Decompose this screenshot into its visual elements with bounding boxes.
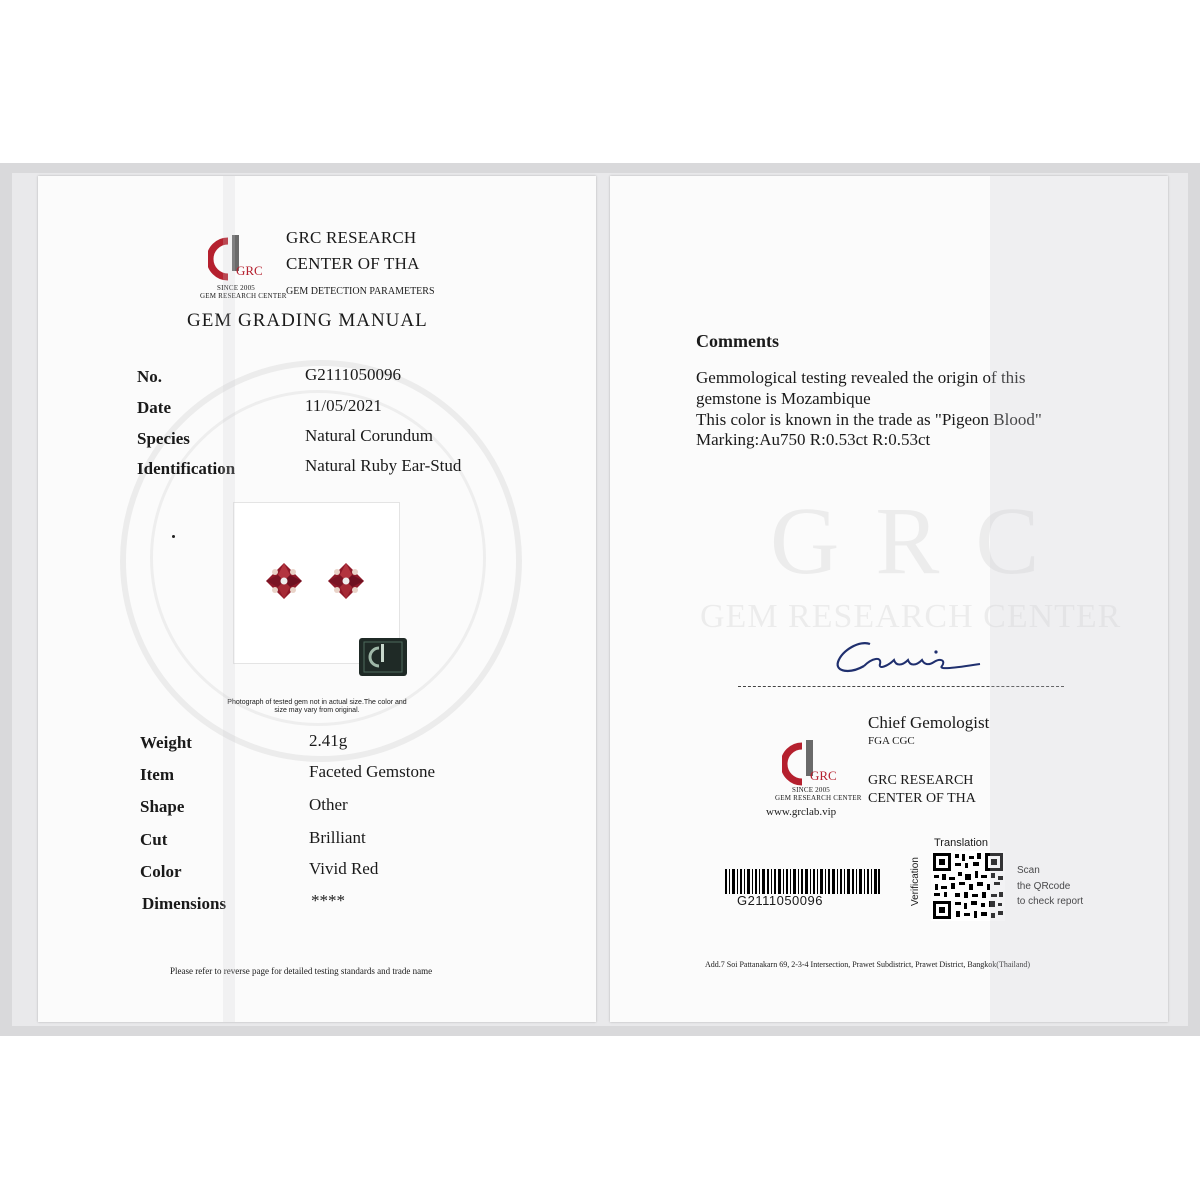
qr-verification-label: Verification <box>910 857 921 906</box>
label-date: Date <box>137 398 171 417</box>
label-shape: Shape <box>140 797 185 816</box>
qr-scan-line1: Scan <box>1017 865 1040 876</box>
sleeve-overlay-right <box>990 176 1168 1022</box>
watermark-grc: G R C <box>770 487 1046 594</box>
value-cut: Brilliant <box>309 828 366 847</box>
label-species: Species <box>137 429 190 448</box>
logo-since-small: SINCE 2005 <box>792 786 830 794</box>
photo-caption-line2: size may vary from original. <box>274 707 360 714</box>
comment-line-3: This color is known in the trade as "Pigeon Blood" <box>696 410 1042 429</box>
label-identification: Identification <box>137 459 236 478</box>
value-color: Vivid Red <box>309 859 379 878</box>
svg-text:GRC: GRC <box>236 263 263 278</box>
watermark-gem-research-center: GEM RESEARCH CENTER <box>700 598 1122 635</box>
qr-scan-line2: the QRcode <box>1017 881 1071 892</box>
label-item: Item <box>140 765 174 784</box>
sleeve-edge-left <box>223 176 235 1022</box>
photo-caption-line1: Photograph of tested gem not in actual size.The color and <box>227 699 407 706</box>
barcode-image <box>725 869 880 894</box>
label-dimensions: Dimensions <box>142 894 227 913</box>
signer-credentials: FGA CGC <box>868 735 915 747</box>
value-shape: Other <box>309 795 348 814</box>
logo-since: SINCE 2005 <box>217 284 255 292</box>
barcode-number: G2111050096 <box>737 893 823 908</box>
lab-address: Add.7 Soi Pattanakarn 69, 2-3-4 Intersection, Prawet Subdistrict, Prawet District, Bangkok(Thailand) <box>705 960 1031 969</box>
signature-image <box>830 630 990 680</box>
grc-logo-icon-small <box>782 738 838 788</box>
value-species: Natural Corundum <box>305 426 433 445</box>
detection-parameters: GEM DETECTION PARAMETERS <box>286 286 435 297</box>
signer-title: Chief Gemologist <box>868 713 990 732</box>
dot-mark <box>172 535 175 538</box>
value-identification: Natural Ruby Ear-Stud <box>305 456 462 475</box>
value-date: 11/05/2021 <box>305 396 382 415</box>
logo-center-name-small: GEM RESEARCH CENTER <box>775 794 862 802</box>
comment-line-2: gemstone is Mozambique <box>696 389 871 408</box>
gem-photo <box>233 502 400 664</box>
lab-name-line1: GRC RESEARCH <box>286 228 417 247</box>
label-cut: Cut <box>140 830 168 849</box>
page-title: GEM GRADING MANUAL <box>187 310 428 331</box>
value-dimensions: **** <box>311 891 345 910</box>
label-no: No. <box>137 367 163 386</box>
qr-scan-line3: to check report <box>1017 896 1084 907</box>
hologram-logo-icon <box>359 638 407 676</box>
label-color: Color <box>140 862 182 881</box>
comment-line-4: Marking:Au750 R:0.53ct R:0.53ct <box>696 430 931 449</box>
qr-translation-label: Translation <box>934 837 989 849</box>
svg-text:GRC: GRC <box>810 768 837 783</box>
lab-website: www.grclab.vip <box>766 806 837 818</box>
lab-name-line2: CENTER OF THA <box>286 254 420 273</box>
grc-logo-icon <box>208 233 264 283</box>
hologram-sticker <box>359 638 407 676</box>
value-weight: 2.41g <box>309 731 348 750</box>
value-item: Faceted Gemstone <box>309 762 436 781</box>
comment-line-1: Gemmological testing revealed the origin of this <box>696 368 1026 387</box>
lab-name-right-line1: GRC RESEARCH <box>868 773 974 788</box>
reverse-page-note: Please refer to reverse page for detailed testing standards and trade name <box>170 966 433 976</box>
comments-heading: Comments <box>696 331 779 351</box>
value-no: G2111050096 <box>305 365 402 384</box>
label-weight: Weight <box>140 733 192 752</box>
lab-name-right-line2: CENTER OF THA <box>868 791 976 806</box>
logo-center-name: GEM RESEARCH CENTER <box>200 292 287 300</box>
